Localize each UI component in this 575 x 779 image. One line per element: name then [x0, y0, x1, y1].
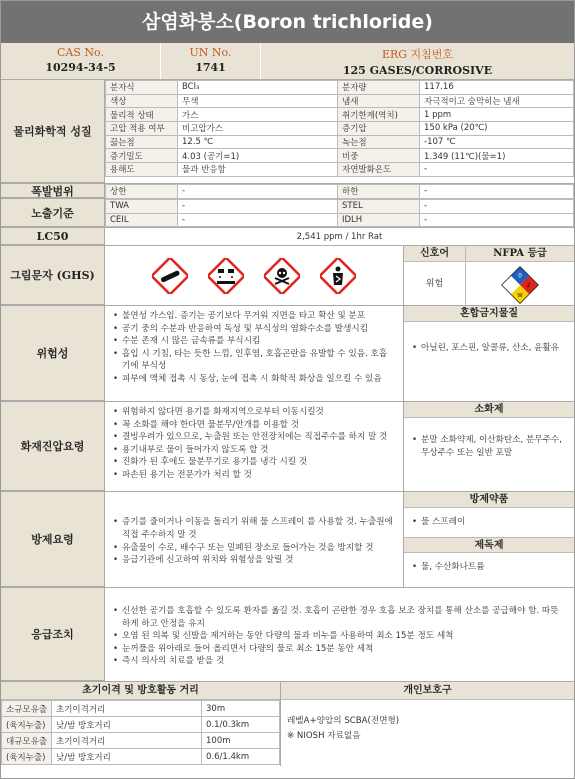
property-value: 가스	[178, 108, 338, 122]
property-key: 자연발화온도	[338, 163, 420, 177]
hazard-label: 위험성	[1, 306, 105, 401]
property-row	[106, 213, 574, 227]
firstaid-item: • 오염 된 의복 및 신발을 제거하는 동안 다량의 물과 비누를 사용하여 최소 15분 정도 세척	[113, 630, 566, 643]
prevention-label: 방제요령	[1, 492, 105, 587]
mix-forbidden-title: 혼합금지물질	[404, 306, 574, 322]
hazard-section	[1, 306, 574, 402]
firstaid-item: • 눈꺼풀을 위아래로 들어 올리면서 다량의 물로 최소 15분 동안 세척	[113, 643, 566, 656]
nfpa-health: 3	[509, 282, 514, 289]
property-key: 분자량	[338, 81, 420, 95]
exposure-table	[105, 199, 574, 227]
skull-crossbones-icon	[264, 258, 300, 294]
ghs-label: 그림문자 (GHS)	[1, 246, 105, 305]
property-row	[106, 163, 574, 177]
property-value: 4.03 (공기=1)	[178, 149, 338, 163]
hazard-item: • 불연성 가스임. 증기는 공기보다 무거워 지면을 타고 확산 및 분포	[113, 310, 395, 323]
spill-size: 대규모유출	[2, 733, 52, 749]
isolation-row	[2, 701, 280, 717]
property-key: 비중	[338, 149, 420, 163]
property-value: -	[420, 185, 574, 199]
ppe-line2: ※ NIOSH 자료없음	[287, 731, 361, 741]
fire-label: 화재진압요령	[1, 402, 105, 491]
firstaid-item: • 즉시 의사의 치료를 받을 것	[113, 655, 566, 668]
prevention-item: • 유출물이 수로, 배수구 또는 밀폐된 장소로 들어가는 것을 방지할 것	[113, 542, 395, 555]
fire-section	[1, 402, 574, 492]
distance-type: 낮/밤 방호거리	[52, 749, 202, 765]
agent-title: 방제약품	[404, 492, 574, 508]
property-key: 상한	[106, 185, 178, 199]
explosion-label: 폭발범위	[1, 184, 105, 198]
property-key: 고압 적용 여부	[106, 122, 178, 136]
property-key: CEIL	[106, 213, 178, 227]
isolation-row	[2, 749, 280, 765]
property-value: -	[420, 213, 574, 227]
distance-value: 0.6/1.4km	[202, 749, 280, 765]
hazard-item: • 피부에 액체 접촉 시 동상, 눈에 접촉 시 화학적 화상을 일으킬 수 있음	[113, 373, 395, 386]
property-key: 하한	[338, 185, 420, 199]
property-value: 물과 반응함	[178, 163, 338, 177]
property-value: -107 ℃	[420, 135, 574, 149]
property-value: -	[178, 213, 338, 227]
ghs-section	[1, 246, 574, 306]
ghs-pictograms	[105, 246, 404, 305]
property-key: 증기압	[338, 122, 420, 136]
property-value: 자극적이고 숨막히는 냄새	[420, 94, 574, 108]
health-hazard-icon	[320, 258, 356, 294]
distance-type: 초기이격거리	[52, 733, 202, 749]
nfpa-cell	[466, 246, 574, 305]
prevention-item: • 증기를 줄이거나 이동을 돌리기 위해 물 스프레이 를 사용할 것. 누출원에 직접 주수하지 말 것	[113, 516, 395, 541]
property-key: 색상	[106, 94, 178, 108]
property-key: STEL	[338, 200, 420, 214]
property-row	[106, 200, 574, 214]
property-row	[106, 185, 574, 199]
physical-label: 물리화학적 성질	[1, 80, 105, 183]
decontaminant-title: 제독제	[404, 537, 574, 553]
distance-value: 30m	[202, 701, 280, 717]
cas-value: 10294-34-5	[45, 61, 116, 74]
physical-table	[105, 80, 574, 177]
hazard-item: • 수분 존재 시 많은 금속류를 부식시킴	[113, 335, 395, 348]
exposure-section	[1, 199, 574, 228]
property-value: -	[178, 185, 338, 199]
nfpa-reactivity: 2	[526, 282, 531, 289]
ppe-line1: 레벨A+양압의 SCBA(전면형)	[287, 716, 400, 726]
mix-forbidden-item: • 아닐린, 포스핀, 알콜류, 산소, 윤활유	[412, 342, 566, 355]
hazard-list	[105, 306, 403, 386]
page-title: 삼염화붕소(Boron trichloride)	[1, 1, 574, 43]
property-value: -	[178, 200, 338, 214]
nfpa-diamond-icon	[501, 266, 539, 304]
firstaid-list	[105, 601, 574, 668]
prevention-list	[105, 512, 403, 566]
property-value: 무색	[178, 94, 338, 108]
erg-label: ERG 지침번호	[381, 48, 454, 61]
distance-value: 0.1/0.3km	[202, 717, 280, 733]
isolation-table	[1, 700, 280, 765]
isolation-title: 초기이격 및 방호활동 거리	[1, 682, 280, 700]
cas-cell	[1, 43, 161, 79]
property-value: 1 ppm	[420, 108, 574, 122]
property-row	[106, 149, 574, 163]
un-cell	[161, 43, 261, 79]
spill-size: (육지누출)	[2, 749, 52, 765]
bottom-section	[1, 682, 574, 766]
property-row	[106, 135, 574, 149]
agent-list	[404, 508, 574, 537]
decontaminant-list	[404, 553, 574, 574]
nfpa-special: W	[517, 293, 523, 299]
lc50-value: 2,541 ppm / 1hr Rat	[296, 231, 383, 242]
nfpa-label: NFPA 등급	[466, 246, 574, 262]
signal-cell	[404, 246, 466, 305]
prevention-item: • 응급기관에 신고하여 위치와 위험성을 알릴 것	[113, 554, 395, 567]
erg-value: 125 GASES/CORROSIVE	[342, 64, 493, 77]
spill-size: 소규모유출	[2, 701, 52, 717]
isolation-row	[2, 717, 280, 733]
fire-item: • 결빙우려가 있으므로, 누출원 또는 안전장치에는 직접주수를 하지 말 것	[113, 431, 395, 444]
distance-value: 100m	[202, 733, 280, 749]
firstaid-item: • 신선한 공기를 호흡할 수 있도록 환자를 옮길 것. 호흡이 곤란한 경우 호흡 보조 장치를 통해 산소를 공급해야 함. 따뜻하게 하고 안정을 유지	[113, 605, 566, 630]
un-value: 1741	[195, 61, 226, 74]
cas-label: CAS No.	[57, 46, 104, 59]
id-header	[1, 43, 574, 80]
property-key: 용해도	[106, 163, 178, 177]
fire-item: • 용기내부로 물이 들어가지 않도록 할 것	[113, 444, 395, 457]
property-key: 녹는점	[338, 135, 420, 149]
property-value: 12.5 ℃	[178, 135, 338, 149]
property-key: 냄새	[338, 94, 420, 108]
prevention-section	[1, 492, 574, 588]
isolation-row	[2, 733, 280, 749]
extinguisher-item: • 분말 소화약제, 이산화탄소, 분무주수, 무상주수 또는 일반 포말	[412, 434, 566, 459]
erg-cell	[261, 43, 574, 79]
extinguisher-title: 소화제	[404, 402, 574, 418]
property-key: TWA	[106, 200, 178, 214]
gas-cylinder-icon	[152, 258, 188, 294]
property-key: 끓는점	[106, 135, 178, 149]
property-value: 150 kPa (20℃)	[420, 122, 574, 136]
fire-item: • 꼭 소화를 해야 한다면 물분무/안개를 이용할 것	[113, 419, 395, 432]
property-row	[106, 81, 574, 95]
extinguisher-list	[404, 418, 574, 459]
property-value: -	[420, 200, 574, 214]
lc50-section	[1, 228, 574, 246]
physical-section	[1, 80, 574, 184]
property-key: 물리적 상태	[106, 108, 178, 122]
signal-label: 신호어	[404, 246, 465, 262]
un-label: UN No.	[189, 46, 232, 59]
property-value: 117.16	[420, 81, 574, 95]
hazard-item: • 흡입 시 기침, 타는 듯한 느낌, 인후염, 호흡곤란을 유발할 수 있음. 호흡기에 부식성	[113, 348, 395, 373]
property-key: 취기한계(역치)	[338, 108, 420, 122]
hazard-item: • 공기 중의 수분과 반응하여 독성 및 부식성의 염화수소를 발생시킴	[113, 323, 395, 336]
firstaid-label: 응급조치	[1, 588, 105, 681]
fire-item: • 위험하지 않다면 용기를 화재지역으로부터 이동시킬것	[113, 406, 395, 419]
mix-forbidden-list	[404, 322, 574, 355]
explosion-section	[1, 184, 574, 199]
nfpa-fire: 0	[518, 272, 522, 280]
corrosion-icon	[208, 258, 244, 294]
exposure-label: 노출기준	[1, 199, 105, 227]
property-row	[106, 122, 574, 136]
spill-size: (육지누출)	[2, 717, 52, 733]
property-key: 증기밀도	[106, 149, 178, 163]
distance-type: 낮/밤 방호거리	[52, 717, 202, 733]
lc50-label: LC50	[1, 228, 105, 245]
physical-table-wrap	[105, 80, 574, 183]
property-row	[106, 94, 574, 108]
property-key: IDLH	[338, 213, 420, 227]
decontaminant-item: • 물, 수산화나트륨	[412, 561, 566, 574]
signal-value: 위험	[425, 279, 444, 289]
firstaid-section	[1, 588, 574, 682]
property-value: 비고압가스	[178, 122, 338, 136]
property-row	[106, 108, 574, 122]
fire-item: • 진화가 된 후에도 물분무기로 용기를 냉각 시킬 것	[113, 456, 395, 469]
fire-item: • 파손된 용기는 전문가가 처리 할 것	[113, 469, 395, 482]
ppe-title: 개인보호구	[281, 682, 574, 700]
fire-list	[105, 402, 403, 482]
ghs-side	[404, 246, 574, 305]
distance-type: 초기이격거리	[52, 701, 202, 717]
property-value: BCl₃	[178, 81, 338, 95]
property-value: 1.349 (11℃)(물=1)	[420, 149, 574, 163]
property-key: 분자식	[106, 81, 178, 95]
property-value: -	[420, 163, 574, 177]
explosion-table	[105, 184, 574, 199]
agent-item: • 물 스프레이	[412, 516, 566, 529]
